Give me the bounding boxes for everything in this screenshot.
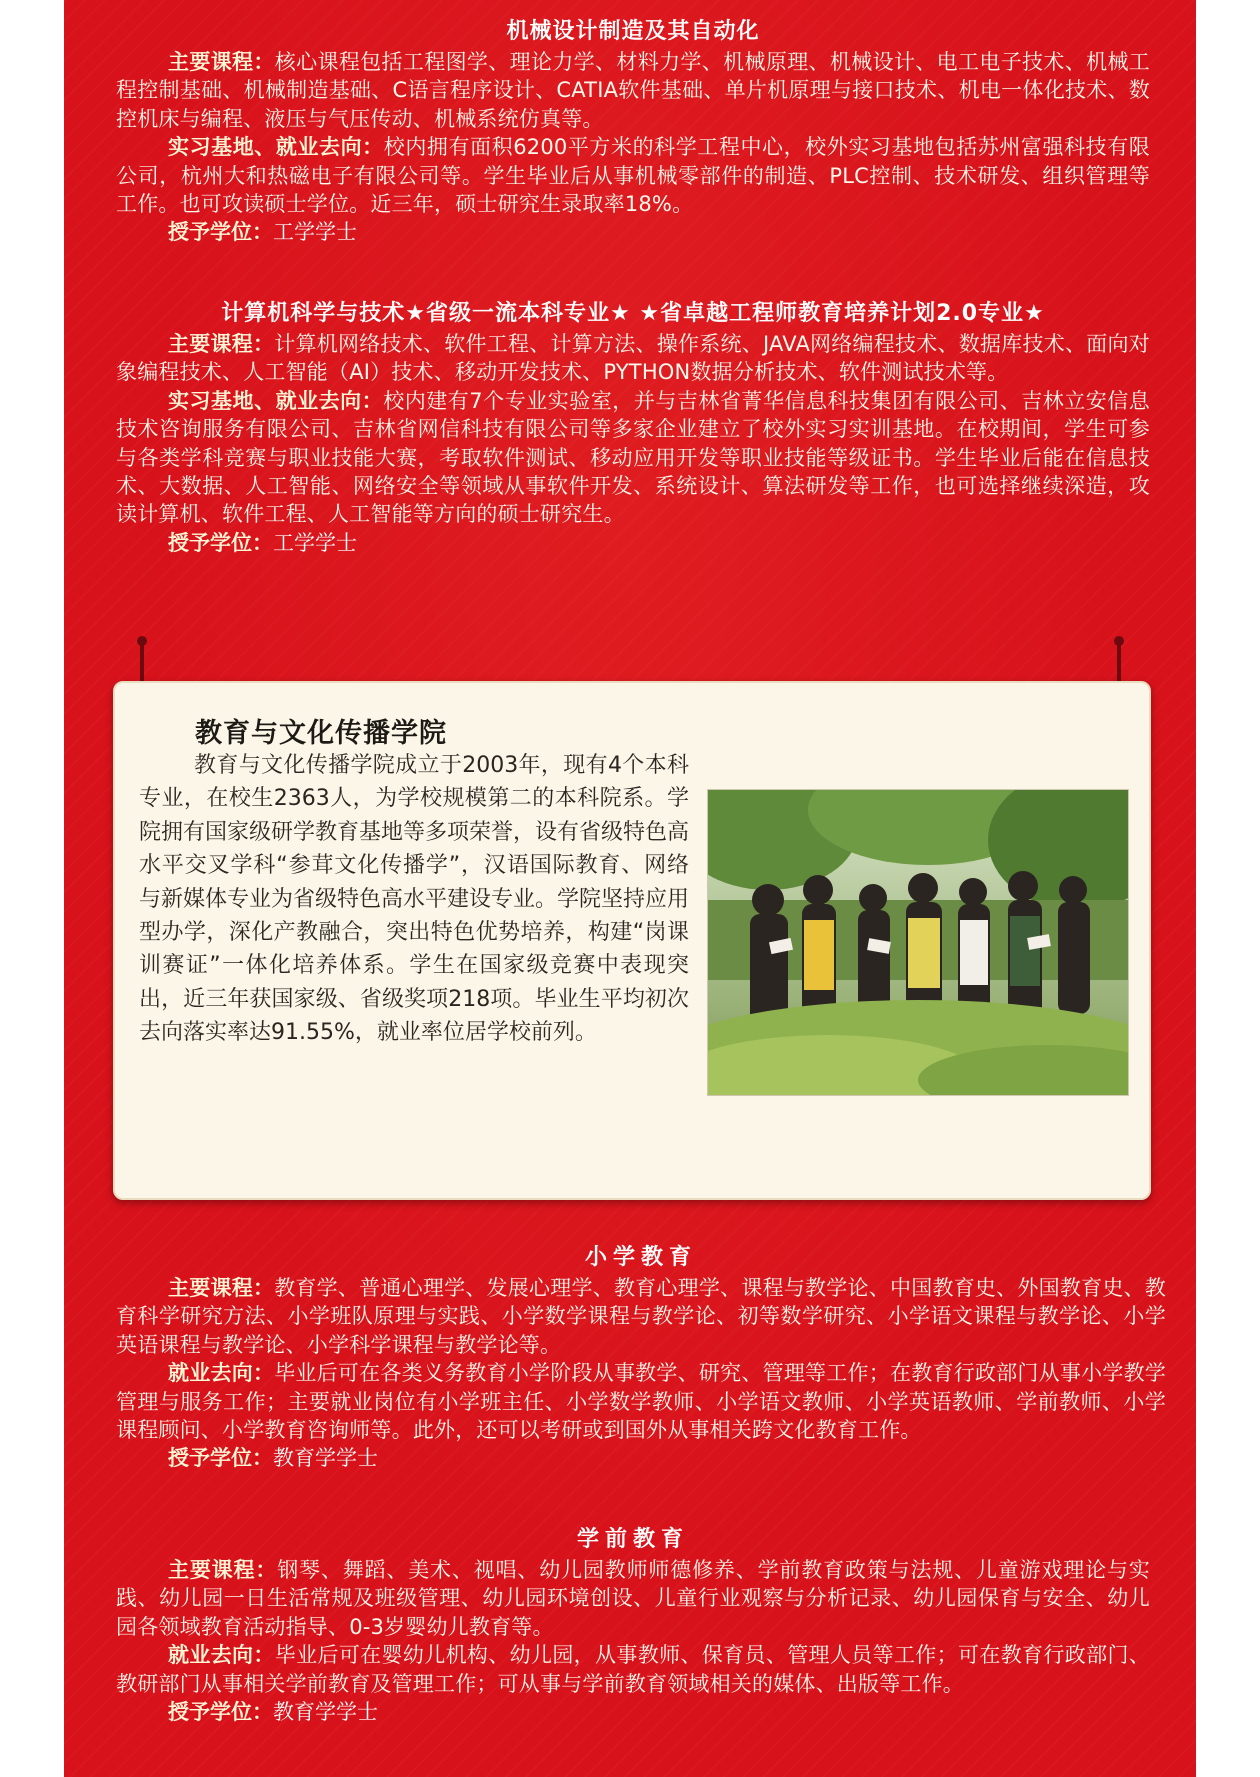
degree-label: 授予学位： bbox=[168, 220, 273, 245]
career-text: 毕业后可在各类义务教育小学阶段从事教学、研究、管理等工作；在教育行政部门从事小学教学管理与服务工作；主要就业岗位有小学班主任、小学数学教师、小学语文教师、小学英语教师、学前教师、小学课程顾问、小学教育咨询师等。此外，还可以考研或到国外从事相关跨文化教育工作。 bbox=[116, 1361, 1167, 1443]
courses-paragraph bbox=[116, 330, 1150, 387]
career-text: 毕业后可在婴幼儿机构、幼儿园，从事教师、保育员、管理人员等工作；可在教育行政部门、教研部门从事相关学前教育及管理工作；可从事与学前教育领域相关的媒体、出版等工作。 bbox=[116, 1643, 1151, 1696]
career-label: 就业去向： bbox=[168, 1643, 275, 1668]
courses-label: 主要课程： bbox=[168, 332, 275, 356]
career-text: 校内拥有面积6200平方米的科学工程中心，校外实习基地包括苏州富强科技有限公司，杭州大和热磁电子有限公司等。学生毕业后从事机械零部件的制造、PLC控制、技术研发、组织管理等工作。也可攻读硕士学位。近三年，硕士研究生录取率18%。 bbox=[116, 135, 1151, 217]
courses-label: 主要课程： bbox=[168, 1276, 275, 1300]
courses-text: 核心课程包括工程图学、理论力学、材料力学、机械原理、机械设计、电工电子技术、机械工程控制基础、机械制造基础、C语言程序设计、CATIA软件基础、单片机原理与接口技术、机电一体化技术、数控机床与编程、液压与气压传动、机械系统仿真等。 bbox=[116, 50, 1151, 131]
degree-text: 教育学学士 bbox=[273, 1446, 378, 1471]
courses-paragraph bbox=[116, 1274, 1166, 1359]
courses-paragraph bbox=[116, 48, 1150, 133]
courses-text: 教育学、普通心理学、发展心理学、教育心理学、课程与教学论、中国教育史、外国教育史、教育科学研究方法、小学班队原理与实践、小学数学课程与教学论、初等数学研究、小学语文课程与教学论、小学英语课程与教学论、小学科学课程与教学论等。 bbox=[116, 1276, 1167, 1357]
major-primary-education bbox=[116, 1240, 1166, 1473]
major-computer-science bbox=[116, 296, 1150, 557]
degree-label: 授予学位： bbox=[168, 1446, 273, 1471]
scroll-knob-left bbox=[137, 636, 147, 646]
courses-text: 钢琴、舞蹈、美术、视唱、幼儿园教师师德修养、学前教育政策与法规、儿童游戏理论与实践、幼儿园一日生活常规及班级管理、幼儿园环境创设、儿童行业观察与分析记录、幼儿园保育与安全、幼儿园各领域教育活动指导、0-3岁婴幼儿教育等。 bbox=[116, 1558, 1151, 1639]
major-title: 小学教育 bbox=[584, 1245, 697, 1270]
career-paragraph bbox=[116, 387, 1150, 529]
major-title: 学前教育 bbox=[576, 1527, 689, 1552]
degree-line bbox=[168, 1698, 1150, 1726]
career-paragraph bbox=[116, 1359, 1166, 1444]
courses-text: 计算机网络技术、软件工程、计算方法、操作系统、JAVA网络编程技术、数据库技术、面向对象编程技术、人工智能（AI）技术、移动开发技术、PYTHON数据分析技术、软件测试技术等。 bbox=[116, 332, 1150, 385]
degree-label: 授予学位： bbox=[168, 530, 273, 555]
career-paragraph bbox=[116, 133, 1150, 218]
courses-paragraph bbox=[116, 1556, 1150, 1641]
career-label: 就业去向： bbox=[168, 1361, 275, 1386]
college-card bbox=[113, 681, 1151, 1200]
major-title: 机械设计制造及其自动化 bbox=[506, 19, 760, 44]
courses-label: 主要课程： bbox=[168, 50, 275, 74]
students-reading-photo bbox=[707, 789, 1129, 1096]
college-description: 教育与文化传播学院成立于2003年，现有4个本科专业，在校生2363人，为学校规模第二的本科院系。学院拥有国家级研学教育基地等多项荣誉，设有省级特色高水平交叉学科“参茸文化传播学”，汉语国际教育、网络与新媒体专业为省级特色高水平建设专业。学院坚持应用型办学，深化产教融合，突出特色优势培养，构建“岗课训赛证”一体化培养体系。学生在国家级竞赛中表现突出，近三年获国家级、省级奖项218项。毕业生平均初次去向落实率达91.55%，就业率位居学校前列。 bbox=[139, 753, 690, 1046]
degree-text: 工学学士 bbox=[273, 530, 357, 555]
courses-label: 主要课程： bbox=[168, 1558, 278, 1582]
career-label: 实习基地、就业去向： bbox=[168, 388, 384, 413]
degree-label: 授予学位： bbox=[168, 1700, 273, 1725]
college-title: 教育与文化传播学院 bbox=[195, 718, 447, 749]
degree-line bbox=[168, 218, 1150, 246]
scroll-knob-right bbox=[1114, 636, 1124, 646]
degree-text: 工学学士 bbox=[273, 220, 357, 245]
degree-line bbox=[168, 529, 1150, 557]
career-paragraph bbox=[116, 1641, 1150, 1698]
major-preschool-education bbox=[116, 1522, 1150, 1726]
degree-line bbox=[168, 1444, 1166, 1472]
degree-text: 教育学学士 bbox=[273, 1700, 378, 1725]
major-mechanical bbox=[116, 14, 1150, 247]
career-label: 实习基地、就业去向： bbox=[168, 135, 384, 160]
major-title: 计算机科学与技术★省级一流本科专业★ ★省卓越工程师教育培养计划2.0专业★ bbox=[221, 301, 1045, 326]
career-text: 校内建有7个专业实验室，并与吉林省菁华信息科技集团有限公司、吉林立安信息技术咨询服务有限公司、吉林省网信科技有限公司等多家企业建立了校外实习实训基地。在校期间，学生可参与各类学科竞赛与职业技能大赛，考取软件测试、移动应用开发等职业技能等级证书。学生毕业后能在信息技术、大数据、人工智能、网络安全等领域从事软件开发、系统设计、算法研发等工作，也可选择继续深造，攻读计算机、软件工程、人工智能等方向的硕士研究生。 bbox=[116, 388, 1151, 527]
